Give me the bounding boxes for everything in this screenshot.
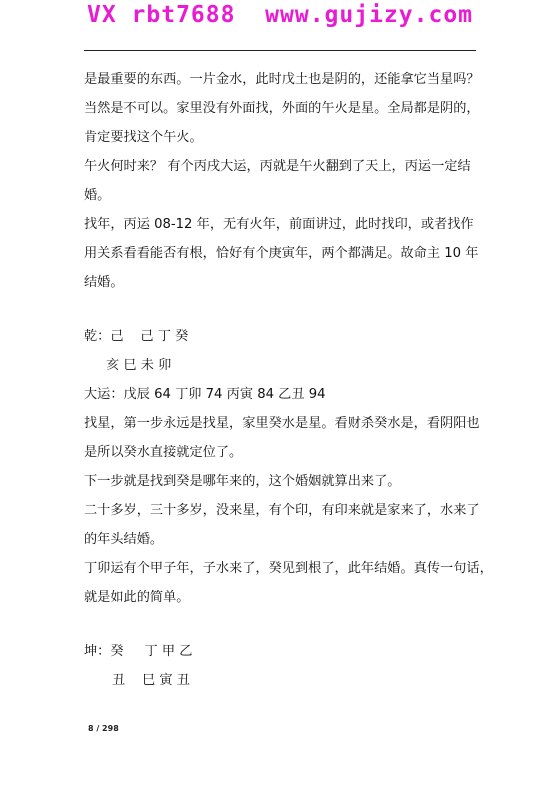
page-number: 8 / 298	[88, 724, 119, 733]
chart-heavenly-stems-2: 坤：癸 丁 甲 乙	[84, 644, 193, 659]
chart-heavenly-stems-1: 乾：己 己 丁 癸	[84, 329, 189, 344]
chart-earthly-branches-1	[84, 352, 480, 379]
spacer	[84, 298, 480, 323]
paragraph-line: 下一步就是找到癸是哪年来的，这个婚姻就算出来了。	[84, 474, 401, 489]
paragraph-line: 大运：戊辰 64 丁卯 74 丙寅 84 乙丑 94	[84, 387, 326, 402]
watermark-text: VX rbt7688 www.gujizy.com	[86, 2, 474, 28]
chart-earthly-branches-2	[84, 667, 480, 694]
paragraph-line: 当然是不可以。家里没有外面找，外面的午火是星。全局都是阴的，	[84, 101, 480, 116]
paragraph-line: 午火何时来？ 有个丙戌大运，丙就是午火翻到了天上，丙运一定结	[84, 159, 471, 174]
paragraph-line: 婚。	[84, 188, 111, 203]
paragraph-line: 是所以癸水直接就定位了。	[84, 445, 243, 460]
paragraph-line: 用关系看看能否有根，恰好有个庚寅年，两个都满足。故命主 10 年	[84, 246, 479, 261]
spacer	[84, 613, 480, 638]
chart-branches-text: 亥 巳 未 卯	[106, 358, 172, 373]
paragraph-line: 就是如此的简单。	[84, 590, 190, 605]
paragraph-line: 肯定要找这个午火。	[84, 130, 203, 145]
paragraph-line: 二十多岁，三十多岁，没来星，有个印，有印来就是家来了，水来了	[84, 503, 480, 518]
header-divider	[84, 50, 476, 51]
paragraph-line: 找年，丙运 08-12 年，无有火年，前面讲过，此时找印，或者找作	[84, 217, 474, 232]
paragraph-line: 丁卯运有个甲子年，子水来了，癸见到根了，此年结婚。真传一句话，	[84, 561, 493, 576]
page-content	[84, 66, 493, 696]
paragraph-line: 找星，第一步永远是找星，家里癸水是星。看财杀癸水是，看阴阳也	[84, 416, 480, 431]
chart-branches-text: 丑 巳 寅 丑	[112, 673, 190, 688]
paragraph-line: 结婚。	[84, 275, 124, 290]
paragraph-line: 是最重要的东西。一片金水，此时戊土也是阴的，还能拿它当星吗？	[84, 72, 480, 87]
paragraph-line: 的年头结婚。	[84, 532, 164, 547]
